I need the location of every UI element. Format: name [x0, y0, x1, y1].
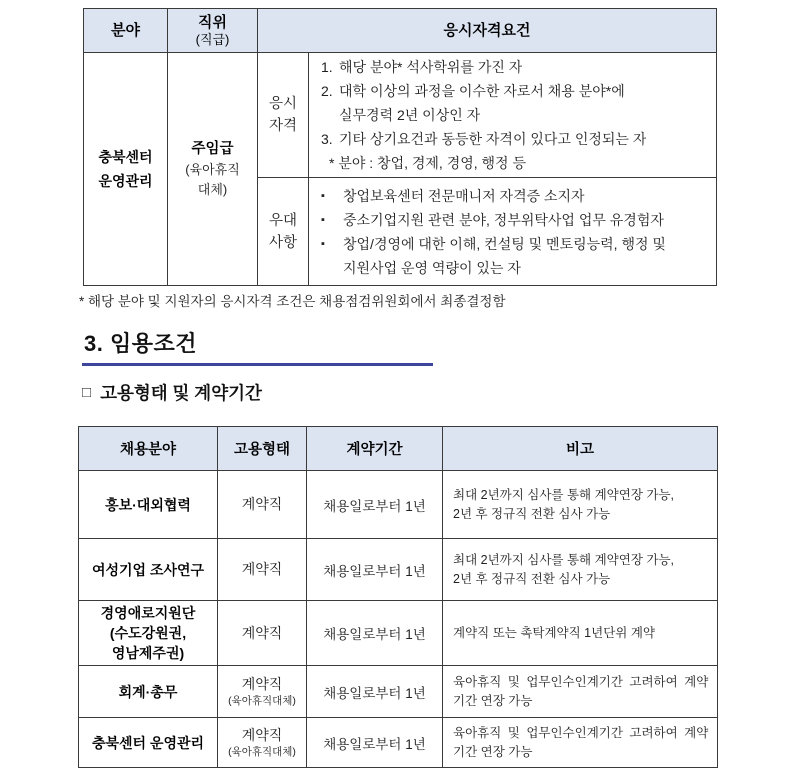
contract-period-cell: 채용일로부터 1년 — [307, 666, 443, 718]
subsection-heading — [82, 380, 262, 405]
employment-type-cell — [218, 666, 307, 718]
item-number: 1. — [321, 59, 333, 75]
employment-type-note: (육아휴직대체) — [228, 695, 296, 707]
contract-period-cell: 채용일로부터 1년 — [307, 471, 443, 539]
header-position-sublabel: (직급) — [195, 32, 230, 47]
hollow-square-bullet-icon: □ — [82, 384, 92, 401]
section-heading-underline — [82, 363, 433, 366]
eligibility-item-1 — [321, 55, 708, 79]
header-field — [84, 9, 168, 53]
remark-cell — [443, 471, 718, 539]
employment-type: 계약직 — [241, 676, 283, 692]
employment-type: 계약직 — [241, 561, 283, 577]
eligibility-label-line1: 응시 — [268, 96, 297, 112]
remark-line: 최대 2년까지 심사를 통해 계약연장 가능, — [453, 487, 674, 502]
qualification-header-row — [84, 9, 717, 53]
preference-item-3 — [321, 232, 708, 256]
table-row — [79, 718, 718, 768]
employment-type-note: (육아휴직대체) — [228, 746, 296, 758]
employment-table — [78, 426, 718, 768]
recruit-field-cell: 여성기업 조사연구 — [79, 539, 218, 601]
eligibility-label-cell — [258, 53, 309, 178]
item-number: 3. — [321, 131, 333, 147]
position-value: 주임급 — [191, 141, 234, 157]
eligibility-note: * 분야 : 창업, 경제, 경영, 행정 등 — [329, 155, 526, 171]
employment-type-cell — [218, 539, 307, 601]
remark-cell — [443, 601, 718, 666]
employment-header-row — [79, 427, 718, 471]
item-text: 중소기업지원 관련 분야, 정부위탁사업 업무 유경험자 — [343, 211, 664, 228]
preference-label-cell — [258, 178, 309, 286]
item-text: 창업/경영에 대한 이해, 컨설팅 및 멘토링능력, 행정 및 — [343, 235, 666, 252]
eligibility-item-3 — [321, 127, 708, 151]
remark-cell — [443, 666, 718, 718]
contract-period-cell: 채용일로부터 1년 — [307, 601, 443, 666]
eligibility-item-2 — [321, 79, 708, 103]
preference-item-3-continued: 지원사업 운영 역량이 있는 자 — [343, 259, 521, 276]
remark-line: 계약직 또는 촉탁계약직 1년단위 계약 — [453, 625, 655, 640]
position-note: (육아휴직 대체) — [185, 162, 240, 197]
contract-period-cell: 채용일로부터 1년 — [307, 539, 443, 601]
table-row — [79, 539, 718, 601]
preference-label-line2: 사항 — [268, 234, 297, 251]
eligibility-row — [84, 53, 717, 178]
remark-line: 기간 연장 가능 — [453, 744, 533, 759]
qualification-table — [83, 8, 717, 286]
employment-type: 계약직 — [241, 496, 283, 512]
remark-line: 육아휴직 및 업무인수인계기간 고려하여 계약 — [453, 725, 709, 740]
employment-type-cell — [218, 471, 307, 539]
remark-line: 2년 후 정규직 전환 심사 가능 — [453, 571, 611, 586]
header-employment-type: 고용형태 — [218, 427, 307, 471]
preference-item-1 — [321, 184, 708, 208]
section-heading: 3. 임용조건 — [84, 331, 197, 356]
item-text: 해당 분야* 석사학위를 가진 자 — [339, 59, 523, 75]
item-text: 대학 이상의 과정을 이수한 자로서 채용 분야*에 — [339, 83, 625, 99]
eligibility-item-2-continued: 실무경력 2년 이상인 자 — [339, 107, 481, 123]
recruit-field-cell: 회계·총무 — [79, 666, 218, 718]
remark-cell — [443, 718, 718, 768]
table-row — [79, 601, 718, 666]
header-position-label: 직위 — [198, 14, 227, 31]
remark-line: 기간 연장 가능 — [453, 693, 533, 708]
header-remark: 비고 — [443, 427, 718, 471]
item-text: 기타 상기요건과 동등한 자격이 있다고 인정되는 자 — [339, 131, 647, 147]
preference-item-2 — [321, 208, 708, 232]
square-bullet-icon: ▪ — [321, 189, 325, 202]
field-value: 충북센터 운영관리 — [98, 149, 153, 189]
item-text: 창업보육센터 전문매니저 자격증 소지자 — [343, 187, 585, 204]
eligibility-content-cell — [309, 53, 717, 178]
field-value-cell — [84, 53, 168, 286]
square-bullet-icon: ▪ — [321, 237, 325, 250]
remark-line: 최대 2년까지 심사를 통해 계약연장 가능, — [453, 552, 674, 567]
header-position — [168, 9, 258, 53]
header-recruit-field: 채용분야 — [79, 427, 218, 471]
item-number: 2. — [321, 83, 333, 99]
eligibility-label-line2: 자격 — [268, 118, 297, 134]
preference-label-line1: 우대 — [268, 212, 297, 229]
remark-line: 2년 후 정규직 전환 심사 가능 — [453, 506, 611, 521]
footnote: * 해당 분야 및 지원자의 응시자격 조건은 채용점검위원회에서 최종결정함 — [79, 294, 506, 309]
employment-type: 계약직 — [241, 727, 283, 743]
preference-content-cell — [309, 178, 717, 286]
remark-cell — [443, 539, 718, 601]
table-row — [79, 666, 718, 718]
header-requirements — [258, 9, 717, 53]
employment-type-cell — [218, 601, 307, 666]
table-row — [79, 471, 718, 539]
remark-line: 육아휴직 및 업무인수인계기간 고려하여 계약 — [453, 674, 709, 689]
position-value-cell — [168, 53, 258, 286]
square-bullet-icon: ▪ — [321, 213, 325, 226]
recruit-field-cell: 경영애로지원단 (수도강원권, 영남제주권) — [79, 601, 218, 666]
employment-type-cell — [218, 718, 307, 768]
header-contract-period: 계약기간 — [307, 427, 443, 471]
subsection-title: 고용형태 및 계약기간 — [100, 383, 262, 403]
recruit-field-cell: 충북센터 운영관리 — [79, 718, 218, 768]
header-field-label: 분야 — [111, 22, 140, 39]
recruit-field-cell: 홍보·대외협력 — [79, 471, 218, 539]
header-requirements-label: 응시자격요건 — [443, 22, 531, 39]
contract-period-cell: 채용일로부터 1년 — [307, 718, 443, 768]
employment-type: 계약직 — [241, 624, 283, 641]
